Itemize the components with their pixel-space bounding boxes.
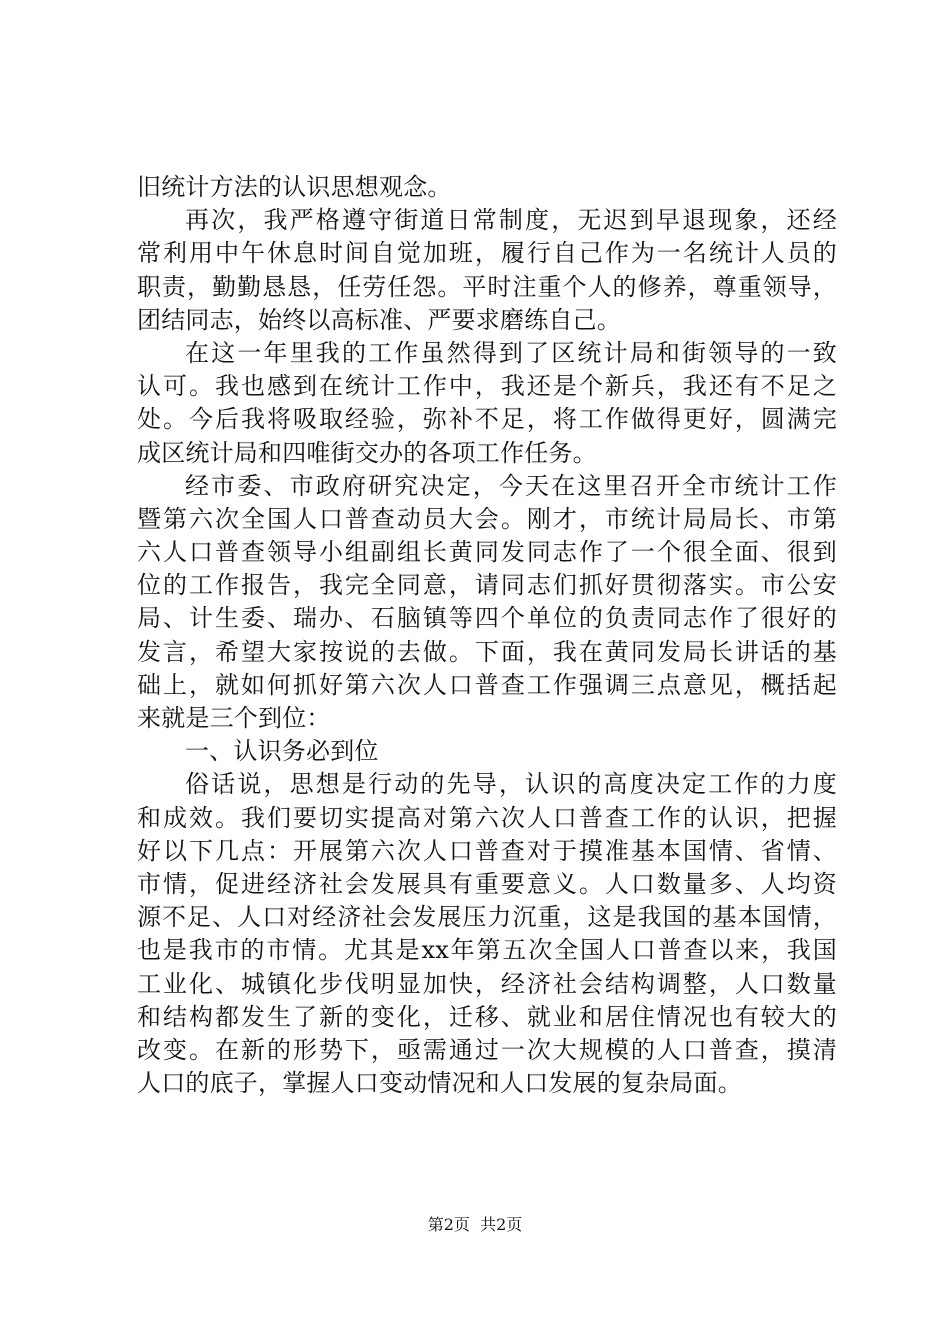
text-line: 础上，就如何抓好第六次人口普查工作强调三点意见，概括起: [137, 670, 837, 699]
footer-separator: [470, 1215, 480, 1234]
text-line: 改变。在新的形势下，亟需通过一次大规模的人口普查，摸清: [137, 1035, 837, 1064]
text-line: 六人口普查领导小组副组长黄同发同志作了一个很全面、很到: [137, 538, 837, 567]
text-line: 常利用中午休息时间自觉加班，履行自己作为一名统计人员的: [137, 239, 837, 268]
text-line: 位的工作报告，我完全同意，请同志们抓好贯彻落实。市公安: [137, 571, 837, 600]
text-line: 源不足、人口对经济社会发展压力沉重，这是我国的基本国情，: [137, 903, 837, 932]
text-line: 工业化、城镇化步伐明显加快，经济社会结构调整，人口数量: [137, 969, 837, 998]
text-line: 也是我市的市情。尤其是xx年第五次全国人口普查以来，我国: [137, 936, 837, 965]
text-line: 团结同志，始终以高标准、严要求磨练自己。: [137, 305, 621, 334]
text-line: 成区统计局和四唯街交办的各项工作任务。: [137, 438, 597, 467]
text-line: 认可。我也感到在统计工作中，我还是个新兵，我还有不足之: [137, 372, 837, 401]
text-line: 人口的底子，掌握人口变动情况和人口发展的复杂局面。: [137, 1069, 742, 1098]
text-line: 再次，我严格遵守街道日常制度，无迟到早退现象，还经: [185, 206, 837, 235]
page-number: 第2页: [427, 1215, 470, 1234]
text-line: 处。今后我将吸取经验，弥补不足，将工作做得更好，圆满完: [137, 405, 837, 434]
text-line: 经市委、市政府研究决定，今天在这里召开全市统计工作: [185, 471, 837, 500]
text-line: 局、计生委、瑞办、石脑镇等四个单位的负责同志作了很好的: [137, 604, 837, 633]
page-total: 共2页: [480, 1215, 523, 1234]
text-line: 一、认识务必到位: [185, 737, 379, 766]
text-line: 和成效。我们要切实提高对第六次人口普查工作的认识，把握: [137, 803, 837, 832]
text-line: 暨第六次全国人口普查动员大会。刚才，市统计局局长、市第: [137, 504, 837, 533]
text-line: 来就是三个到位：: [137, 704, 331, 732]
text-line: 市情，促进经济社会发展具有重要意义。人口数量多、人均资: [137, 869, 837, 898]
text-line: 职责，勤勤恳恳，任劳任怨。平时注重个人的修养，尊重领导，: [137, 272, 837, 301]
text-line: 旧统计方法的认识思想观念。: [137, 173, 452, 201]
text-line: 和结构都发生了新的变化，迁移、就业和居住情况也有较大的: [137, 1002, 837, 1031]
document-body: [137, 171, 837, 1100]
text-line: 好以下几点：开展第六次人口普查对于摸准基本国情、省情、: [137, 836, 837, 865]
text-line: 在这一年里我的工作虽然得到了区统计局和街领导的一致: [185, 338, 837, 367]
text-line: 发言，希望大家按说的去做。下面，我在黄同发局长讲话的基: [137, 637, 837, 666]
text-line: 俗话说，思想是行动的先导，认识的高度决定工作的力度: [185, 770, 837, 799]
page-footer: [0, 1214, 950, 1236]
